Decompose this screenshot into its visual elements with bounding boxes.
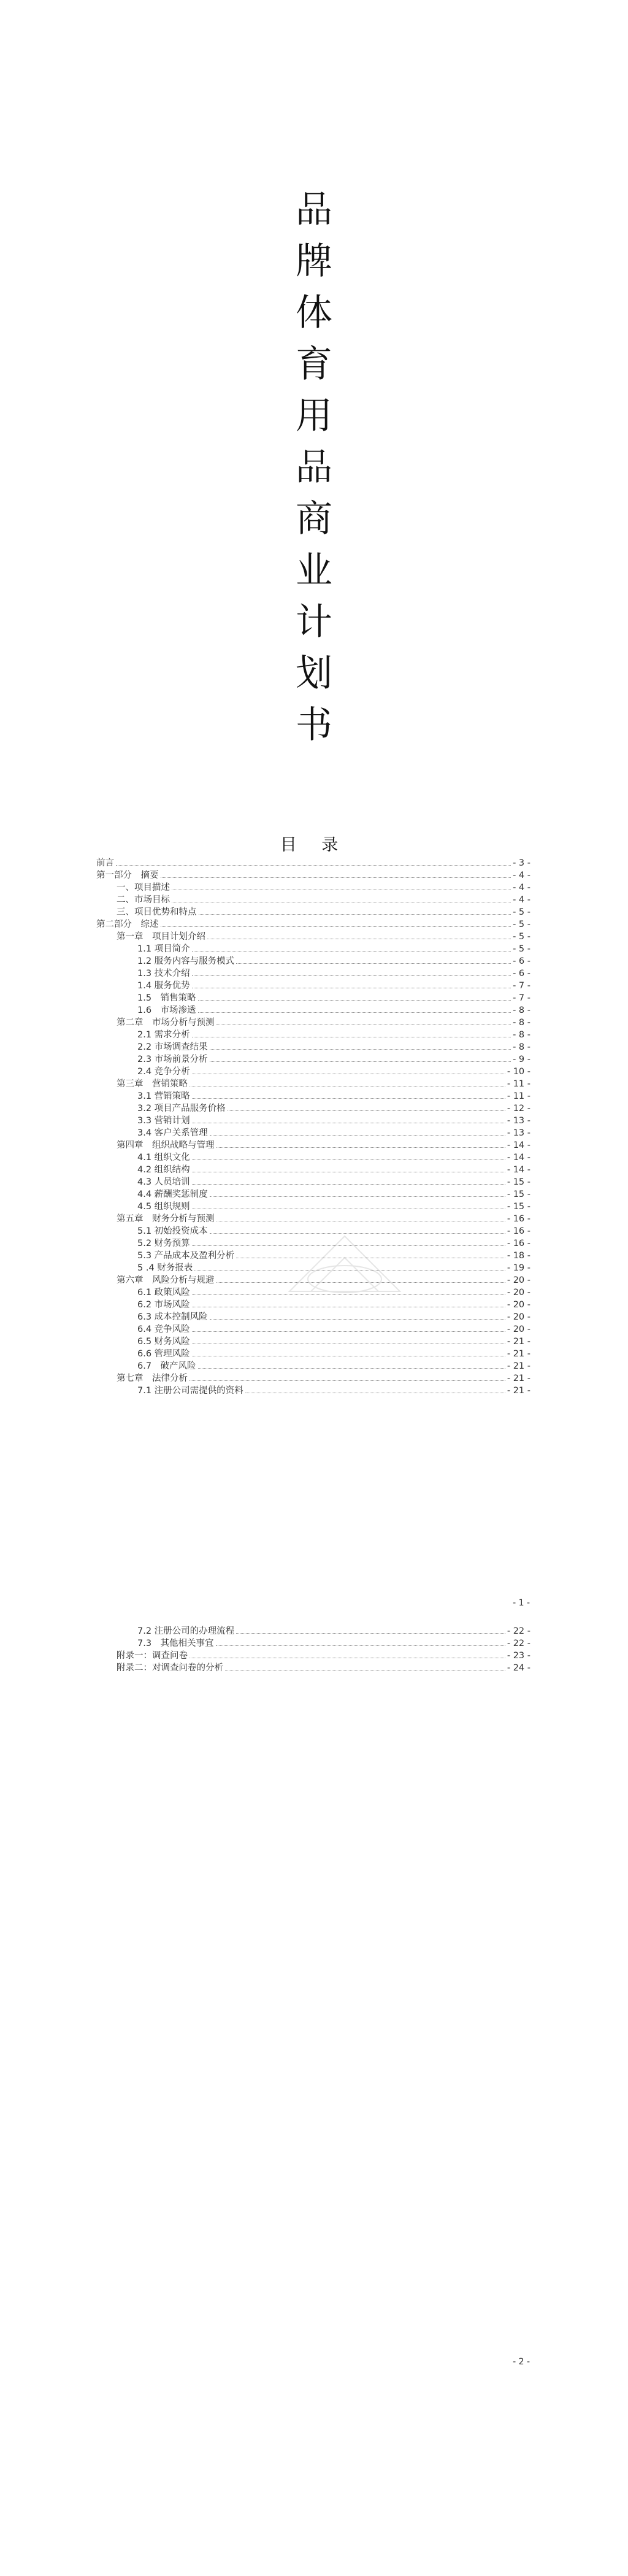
page-number: - 2 - (513, 2357, 530, 2367)
toc-entry[interactable] (96, 1138, 530, 1150)
toc-entry-label: 6.5 财务风险 (137, 1337, 190, 1347)
toc-entry-page: - 15 - (507, 1190, 530, 1199)
toc-entry[interactable] (96, 1101, 530, 1113)
toc-entry[interactable] (96, 856, 530, 868)
toc-leader-dots (190, 1651, 505, 1658)
toc-entry-label: 6.6 管理风险 (137, 1349, 190, 1359)
toc-entry-label: 第二部分 综述 (96, 920, 159, 929)
toc-leader-dots (216, 1018, 511, 1025)
toc-entry[interactable] (96, 880, 530, 893)
toc-entry[interactable] (96, 1661, 530, 1673)
toc-entry-page: - 11 - (507, 1091, 530, 1101)
toc-leader-dots (245, 1386, 505, 1393)
toc-leader-dots (192, 969, 511, 976)
toc-leader-dots (161, 871, 511, 878)
toc-entry-page: - 16 - (507, 1239, 530, 1248)
toc-leader-dots (172, 883, 511, 890)
cover-title-char: 体 (296, 291, 332, 334)
toc-entry-label: 附录二：对调查问卷的分析 (117, 1663, 223, 1673)
toc-entry[interactable] (96, 1371, 530, 1383)
toc-entry-label: 2.2 市场调查结果 (137, 1042, 208, 1052)
toc-entry[interactable] (96, 978, 530, 991)
toc-entry-page: - 15 - (507, 1202, 530, 1212)
toc-entry[interactable] (96, 1163, 530, 1175)
toc-entry-label: 6.1 政策风险 (137, 1288, 190, 1298)
toc-entry[interactable] (96, 893, 530, 905)
toc-entry[interactable] (96, 1273, 530, 1285)
toc-entry[interactable] (96, 917, 530, 929)
toc-entry[interactable] (96, 1015, 530, 1028)
toc-entry-page: - 5 - (513, 907, 530, 917)
toc-entry[interactable] (96, 1126, 530, 1138)
toc-list (96, 856, 530, 1396)
toc-leader-dots (216, 1639, 505, 1646)
toc-leader-dots (190, 1374, 505, 1381)
toc-entry-label: 4.4 薪酬奖惩制度 (137, 1190, 208, 1199)
toc-entry-page: - 4 - (513, 883, 530, 893)
toc-entry-label: 第一部分 摘要 (96, 871, 159, 880)
toc-entry-page: - 22 - (507, 1639, 530, 1648)
toc-entry-page: - 4 - (513, 871, 530, 880)
toc-leader-dots (225, 1663, 505, 1671)
toc-leader-dots (192, 1030, 511, 1037)
toc-entry-label: 第四章 组织战略与管理 (117, 1140, 215, 1150)
toc-entry-page: - 21 - (507, 1386, 530, 1396)
toc-entry[interactable] (96, 1224, 530, 1236)
toc-entry-label: 5 .4 财务报表 (137, 1263, 193, 1273)
toc-leader-dots (210, 1312, 505, 1320)
toc-entry[interactable] (96, 1383, 530, 1396)
toc-entry-page: - 18 - (507, 1251, 530, 1261)
toc-entry-label: 1.3 技术介绍 (137, 969, 190, 978)
toc-entry-page: - 16 - (507, 1226, 530, 1236)
toc-entry-label: 1.5 销售策略 (137, 993, 196, 1003)
toc-leader-dots (192, 1202, 505, 1209)
toc-entry-page: - 3 - (513, 858, 530, 868)
toc-entry-label: 1.4 服务优势 (137, 981, 190, 991)
toc-entry[interactable] (96, 1077, 530, 1089)
page-number: - 1 - (513, 1598, 530, 1608)
toc-entry-page: - 8 - (513, 1018, 530, 1028)
toc-leader-dots (236, 1251, 505, 1258)
toc-entry[interactable] (96, 1310, 530, 1322)
toc-leader-dots (194, 1263, 505, 1271)
toc-entry-page: - 14 - (507, 1165, 530, 1175)
toc-entry[interactable] (96, 1236, 530, 1248)
toc-entry-page: - 23 - (507, 1651, 530, 1661)
toc-leader-dots (216, 1275, 505, 1283)
toc-entry-page: - 21 - (507, 1349, 530, 1359)
cover-title-char: 品 (296, 188, 332, 231)
toc-entry[interactable] (96, 1064, 530, 1077)
toc-entry-label: 4.5 组织规则 (137, 1202, 190, 1212)
toc-entry-page: - 14 - (507, 1140, 530, 1150)
toc-entry-page: - 13 - (507, 1116, 530, 1126)
toc-entry-label: 第六章 风险分析与规避 (117, 1275, 215, 1285)
toc-entry-label: 6.2 市场风险 (137, 1300, 190, 1310)
toc-entry-label: 第二章 市场分析与预测 (117, 1018, 215, 1028)
toc-entry-label: 6.3 成本控制风险 (137, 1312, 208, 1322)
toc-entry-page: - 11 - (507, 1079, 530, 1089)
toc-leader-dots (192, 1153, 505, 1160)
toc-entry-label: 二、市场目标 (117, 895, 170, 905)
toc-entry[interactable] (96, 1113, 530, 1126)
toc-entry-label: 前言 (96, 858, 114, 868)
toc-leader-dots (198, 1361, 505, 1369)
toc-entry[interactable] (96, 1040, 530, 1052)
toc-entry-page: - 24 - (507, 1663, 530, 1673)
toc-entry[interactable] (96, 1334, 530, 1347)
toc-entry[interactable] (96, 1347, 530, 1359)
cover-title-char: 计 (296, 601, 332, 644)
cover-title-char: 育 (296, 343, 332, 386)
toc-entry-page: - 22 - (507, 1626, 530, 1636)
toc-entry[interactable] (96, 966, 530, 978)
toc-leader-dots (116, 858, 511, 866)
toc-entry-page: - 5 - (513, 932, 530, 942)
cover-title-char: 划 (296, 652, 332, 695)
toc-entry-page: - 20 - (507, 1300, 530, 1310)
toc-entry-label: 5.1 初始投资成本 (137, 1226, 208, 1236)
toc-leader-dots (192, 1349, 505, 1356)
toc-entry[interactable] (96, 905, 530, 917)
toc-leader-dots (192, 1165, 505, 1172)
toc-entry-label: 2.3 市场前景分析 (137, 1055, 208, 1064)
toc-entry-page: - 6 - (513, 956, 530, 966)
toc-leader-dots (161, 920, 511, 927)
toc-entry-label: 第一章 项目计划介绍 (117, 932, 205, 942)
toc-entry[interactable] (96, 1028, 530, 1040)
toc-leader-dots (192, 1091, 505, 1099)
toc-entry-page: - 12 - (507, 1104, 530, 1113)
toc-leader-dots (192, 1337, 505, 1344)
toc-entry-label: 1.6 市场渗透 (137, 1005, 196, 1015)
toc-entry-page: - 6 - (513, 969, 530, 978)
cover-title-char: 牌 (296, 240, 332, 283)
toc-entry-page: - 7 - (513, 981, 530, 991)
toc-leader-dots (210, 1055, 511, 1062)
toc-entry-page: - 7 - (513, 993, 530, 1003)
toc-leader-dots (210, 1190, 505, 1197)
toc-leader-dots (210, 1128, 505, 1136)
toc-entry-label: 1.2 服务内容与服务模式 (137, 956, 235, 966)
toc-entry[interactable] (96, 1212, 530, 1224)
toc-entry[interactable] (96, 1624, 530, 1636)
toc-entry-page: - 8 - (513, 1005, 530, 1015)
toc-entry-label: 第三章 营销策略 (117, 1079, 188, 1089)
toc-entry[interactable] (96, 1636, 530, 1648)
toc-entry-label: 3.1 营销策略 (137, 1091, 190, 1101)
toc-leader-dots (190, 1079, 505, 1086)
toc-entry-page: - 5 - (513, 920, 530, 929)
toc-entry-page: - 14 - (507, 1153, 530, 1163)
toc-leader-dots (192, 1177, 505, 1185)
toc-entry-page: - 8 - (513, 1042, 530, 1052)
toc-entry-page: - 10 - (507, 1067, 530, 1077)
toc-leader-dots (207, 932, 511, 939)
toc-entry-label: 三、项目优势和特点 (117, 907, 197, 917)
toc-entry[interactable] (96, 1648, 530, 1661)
cover-title-char: 用 (296, 394, 332, 437)
cover-title-char: 业 (296, 549, 332, 592)
toc-entry-page: - 16 - (507, 1214, 530, 1224)
toc-leader-dots (192, 1116, 505, 1123)
toc-entry[interactable] (96, 1248, 530, 1261)
toc-entry[interactable] (96, 1199, 530, 1212)
toc-entry[interactable] (96, 942, 530, 954)
toc-entry-label: 4.3 人员培训 (137, 1177, 190, 1187)
toc-entry-page: - 5 - (513, 944, 530, 954)
toc-entry-label: 附录一：调查问卷 (117, 1651, 188, 1661)
toc-entry[interactable] (96, 1359, 530, 1371)
toc-entry[interactable] (96, 1089, 530, 1101)
toc-leader-dots (192, 1239, 505, 1246)
toc-entry-label: 5.3 产品成本及盈利分析 (137, 1251, 235, 1261)
toc-entry[interactable] (96, 868, 530, 880)
toc-entry-label: 2.4 竞争分析 (137, 1067, 190, 1077)
toc-leader-dots (172, 895, 511, 902)
toc-leader-dots (198, 993, 511, 1001)
toc-leader-dots (199, 907, 511, 915)
cover-title-char: 品 (296, 446, 332, 489)
toc-entry-page: - 19 - (507, 1263, 530, 1273)
toc-entry[interactable] (96, 1150, 530, 1163)
toc-entry-page: - 8 - (513, 1030, 530, 1040)
toc-leader-dots (192, 981, 511, 988)
toc-entry[interactable] (96, 1322, 530, 1334)
toc-leader-dots (236, 956, 511, 964)
toc-entry-page: - 13 - (507, 1128, 530, 1138)
toc-entry-label: 1.1 项目简介 (137, 944, 190, 954)
toc-leader-dots (192, 1325, 505, 1332)
toc-entry-label: 第七章 法律分析 (117, 1374, 188, 1383)
toc-entry-label: 7.3 其他相关事宜 (137, 1639, 214, 1648)
toc-heading: 目 录 (280, 836, 348, 855)
toc-list-continued (96, 1624, 530, 1673)
toc-entry-page: - 21 - (507, 1374, 530, 1383)
toc-leader-dots (192, 1067, 505, 1074)
toc-entry-page: - 20 - (507, 1275, 530, 1285)
toc-leader-dots (228, 1104, 505, 1111)
toc-leader-dots (192, 944, 511, 952)
toc-entry-label: 5.2 财务预算 (137, 1239, 190, 1248)
toc-entry[interactable] (96, 954, 530, 966)
cover-title-char: 书 (296, 704, 332, 747)
toc-entry-page: - 15 - (507, 1177, 530, 1187)
cover-title (293, 184, 335, 751)
toc-leader-dots (192, 1288, 505, 1295)
toc-entry[interactable] (96, 1175, 530, 1187)
toc-entry-label: 7.2 注册公司的办理流程 (137, 1626, 235, 1636)
toc-entry[interactable] (96, 1052, 530, 1064)
cover-title-char: 商 (296, 498, 332, 540)
toc-entry[interactable] (96, 1187, 530, 1199)
toc-entry[interactable] (96, 1003, 530, 1015)
toc-entry-page: - 20 - (507, 1288, 530, 1298)
toc-leader-dots (210, 1042, 511, 1050)
toc-entry[interactable] (96, 929, 530, 942)
toc-leader-dots (192, 1300, 505, 1307)
toc-entry-label: 3.3 营销计划 (137, 1116, 190, 1126)
toc-entry-label: 6.4 竞争风险 (137, 1325, 190, 1334)
toc-leader-dots (198, 1005, 511, 1013)
toc-leader-dots (216, 1140, 505, 1148)
toc-entry[interactable] (96, 1285, 530, 1298)
toc-leader-dots (210, 1226, 505, 1234)
toc-entry-page: - 4 - (513, 895, 530, 905)
toc-entry[interactable] (96, 1298, 530, 1310)
toc-entry-label: 3.4 客户关系管理 (137, 1128, 208, 1138)
toc-entry[interactable] (96, 991, 530, 1003)
toc-entry-label: 2.1 需求分析 (137, 1030, 190, 1040)
toc-entry-label: 第五章 财务分析与预测 (117, 1214, 215, 1224)
toc-entry-page: - 20 - (507, 1312, 530, 1322)
toc-leader-dots (216, 1214, 505, 1221)
toc-entry-label: 3.2 项目产品服务价格 (137, 1104, 226, 1113)
toc-entry[interactable] (96, 1261, 530, 1273)
toc-entry-page: - 21 - (507, 1337, 530, 1347)
toc-entry-label: 4.1 组织文化 (137, 1153, 190, 1163)
toc-entry-page: - 20 - (507, 1325, 530, 1334)
toc-leader-dots (236, 1626, 505, 1634)
toc-entry-label: 一、项目描述 (117, 883, 170, 893)
toc-entry-label: 6.7 破产风险 (137, 1361, 196, 1371)
toc-entry-label: 4.2 组织结构 (137, 1165, 190, 1175)
toc-entry-page: - 9 - (513, 1055, 530, 1064)
toc-entry-page: - 21 - (507, 1361, 530, 1371)
toc-entry-label: 7.1 注册公司需提供的资料 (137, 1386, 243, 1396)
